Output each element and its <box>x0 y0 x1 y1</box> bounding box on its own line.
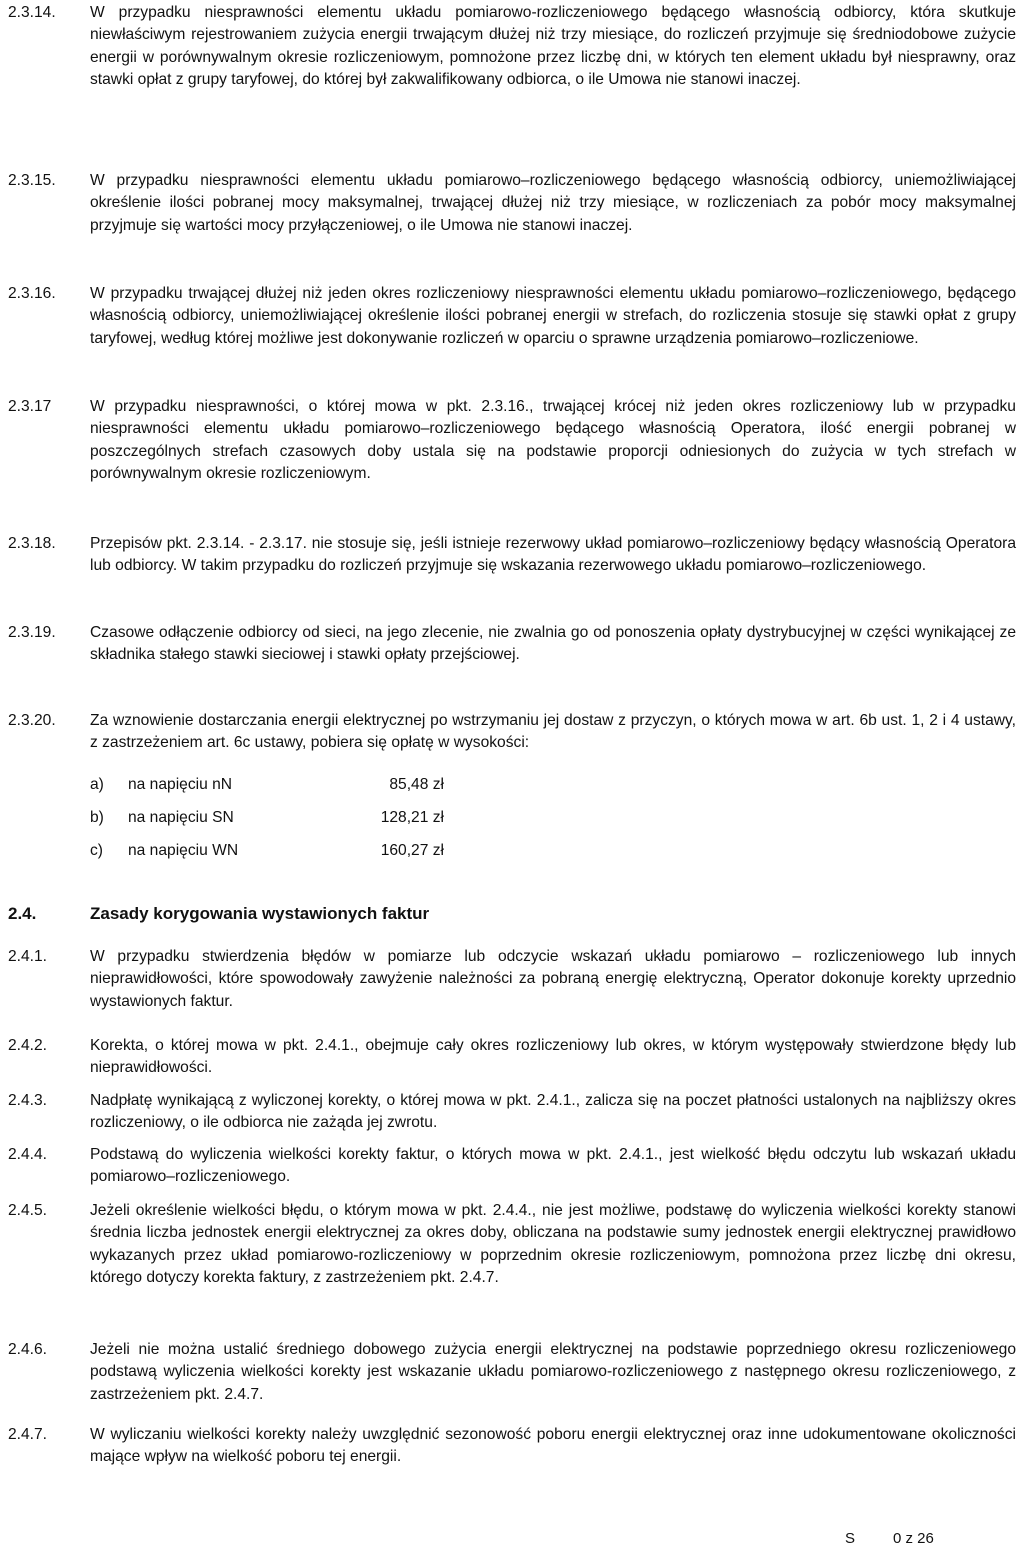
paragraph-2-3-17 <box>8 396 1016 486</box>
paragraph-number: 2.4.6. <box>8 1341 48 1358</box>
paragraph-2-4-4 <box>8 1144 1016 1189</box>
paragraph-2-4-2 <box>8 1035 1016 1080</box>
paragraph-text: Nadpłatę wynikającą z wyliczonej korekty, o której mowa w pkt. 2.4.1., zalicza się na poczet płatności ustalonych na najbliższy okres rozliczeniowy, o ile odbiorca nie zażąda jej zwrotu. <box>90 1092 1016 1132</box>
paragraph-text: W wyliczaniu wielkości korekty należy uwzględnić sezonowość poboru energii elektrycznej oraz inne udokumentowane okoliczności mające wpływ na wielkość poboru tej energii. <box>90 1426 1016 1466</box>
paragraph-text: W przypadku niesprawności elementu układu pomiarowo–rozliczeniowego będącego własnością odbiorcy, uniemożliwiającej określenie ilości pobranej mocy maksymalnej, trwającej dłużej niż trzy miesiące, w rozliczeniach za pobór mocy maksymalnej przyjmuje się wartości mocy przyłączeniowej, o ile Umowa nie stanowi inaczej. <box>90 172 1016 234</box>
fee-value: 85,48 zł <box>389 776 444 793</box>
paragraph-text: Jeżeli nie można ustalić średniego dobowego zużycia energii elektrycznej na podstawie poprzedniego okresu rozliczeniowego podstawą wyliczenia wielkości korekty jest wskazanie układu pomiarowo-rozliczeniowego z następnego okresu rozliczeniowego, z zastrzeżeniem pkt. 2.4.7. <box>90 1341 1016 1403</box>
paragraph-number: 2.3.15. <box>8 172 56 189</box>
paragraph-number: 2.3.18. <box>8 535 56 552</box>
paragraph-number: 2.4.2. <box>8 1037 48 1054</box>
fee-list <box>90 774 590 873</box>
paragraph-text: Za wznowienie dostarczania energii elektrycznej po wstrzymaniu jej dostaw z przyczyn, o których mowa w art. 6b ust. 1, 2 i 4 ustawy, z zastrzeżeniem art. 6c ustawy, pobiera się opłatę w wysokości: <box>90 712 1016 752</box>
fee-description: na napięciu WN <box>128 842 239 859</box>
paragraph-number: 2.3.16. <box>8 285 56 302</box>
paragraph-text: W przypadku niesprawności elementu układu pomiarowo-rozliczeniowego będącego własnością odbiorcy, która skutkuje niewłaściwym rejestrowaniem zużycia energii trwającym dłużej niż trzy miesiące, do rozliczeń przyjmuje się średniodobowe zużycie energii w porównywalnym okresie rozliczeniowym, pomnożone przez liczbę dni, w których ten element układu był niesprawny, oraz stawki opłat z grupy taryfowej, do której był zakwalifikowany odbiorca, o ile Umowa nie stanowi inaczej. <box>90 4 1016 89</box>
section-number: 2.4. <box>8 904 37 923</box>
section-title: Zasady korygowania wystawionych faktur <box>90 904 430 923</box>
footer-left-text: S <box>845 1530 856 1547</box>
paragraph-number: 2.4.3. <box>8 1092 48 1109</box>
paragraph-text: Czasowe odłączenie odbiorcy od sieci, na jego zlecenie, nie zwalnia go od ponoszenia opłaty dystrybucyjnej w części wynikającej ze składnika stałego stawki sieciowej i stawki opłaty przejściowej. <box>90 624 1016 664</box>
paragraph-text: Przepisów pkt. 2.3.14. - 2.3.17. nie stosuje się, jeśli istnieje rezerwowy układ pomiarowo–rozliczeniowy będący własnością Operatora lub odbiorcy. W takim przypadku do rozliczeń przyjmuje się wskazania rezerwowego układu pomiarowo–rozliczeniowego. <box>90 535 1016 575</box>
fee-row <box>90 840 590 873</box>
paragraph-text: Podstawą do wyliczenia wielkości korekty faktur, o których mowa w pkt. 2.4.1., jest wielkość błędu odczytu lub wskazań układu pomiarowo–rozliczeniowego. <box>90 1146 1016 1186</box>
fee-description: na napięciu SN <box>128 809 234 826</box>
paragraph-text: Korekta, o której mowa w pkt. 2.4.1., obejmuje cały okres rozliczeniowy lub okres, w którym występowały stwierdzone błędy lub nieprawidłowości. <box>90 1037 1016 1077</box>
paragraph-text: Jeżeli określenie wielkości błędu, o którym mowa w pkt. 2.4.4., nie jest możliwe, podstawę do wyliczenia wielkości korekty stanowi średnia liczba jednostek energii elektrycznej za okres doby, obliczana na podstawie sumy jednostek energii elektrycznej prawidłowo wykazanych przez układ pomiarowo-rozliczeniowy w poprzednim okresie rozliczeniowym, pomnożona przez liczbę dni okresu, którego dotyczy korekta faktury, z zastrzeżeniem pkt. 2.4.7. <box>90 1202 1016 1287</box>
fee-letter: c) <box>90 842 103 859</box>
paragraph-text: W przypadku trwającej dłużej niż jeden okres rozliczeniowy niesprawności elementu układu pomiarowo–rozliczeniowego, będącego własnością odbiorcy, uniemożliwiającej określenie ilości pobranej energii w strefach, do rozliczenia stosuje się stawki opłat z grupy taryfowej, według której możliwe jest dokonywanie rozliczeń w oparciu o sprawne urządzenia pomiarowo–rozliczeniowe. <box>90 285 1016 347</box>
paragraph-2-3-18 <box>8 533 1016 578</box>
paragraph-2-3-19 <box>8 622 1016 667</box>
fee-description: na napięciu nN <box>128 776 233 793</box>
paragraph-number: 2.4.1. <box>8 948 48 965</box>
section-heading <box>8 903 1016 925</box>
paragraph-number: 2.3.17 <box>8 398 52 415</box>
paragraph-number: 2.3.20. <box>8 712 56 729</box>
paragraph-2-4-3 <box>8 1090 1016 1135</box>
paragraph-text: W przypadku stwierdzenia błędów w pomiarze lub odczycie wskazań układu pomiarowo – rozliczeniowego lub innych nieprawidłowości, które spowodowały zawyżenie należności za pobraną energię elektryczną, Operator dokonuje korekty uprzednio wystawionych faktur. <box>90 948 1016 1010</box>
paragraph-2-4-1 <box>8 946 1016 1013</box>
paragraph-2-3-15 <box>8 170 1016 237</box>
paragraph-text: W przypadku niesprawności, o której mowa w pkt. 2.3.16., trwającej krócej niż jeden okres rozliczeniowy lub w przypadku niesprawności elementu układu pomiarowo–rozliczeniowego będącego własnością Operatora, ilość energii pobranej w poszczególnych strefach czasowych doby ustala się na podstawie proporcji odniesionych do zużycia w tych strefach w porównywalnym okresie rozliczeniowym. <box>90 398 1016 483</box>
paragraph-2-3-14 <box>8 2 1016 92</box>
paragraph-number: 2.4.5. <box>8 1202 48 1219</box>
fee-letter: a) <box>90 776 104 793</box>
paragraph-2-3-16 <box>8 283 1016 350</box>
fee-value: 160,27 zł <box>380 842 444 859</box>
fee-row <box>90 774 590 807</box>
paragraph-2-3-20 <box>8 710 1016 755</box>
page-number: 0 z 26 <box>893 1530 934 1547</box>
paragraph-number: 2.4.7. <box>8 1426 48 1443</box>
paragraph-2-4-5 <box>8 1200 1016 1290</box>
paragraph-number: 2.3.19. <box>8 624 56 641</box>
paragraph-2-4-7 <box>8 1424 1016 1469</box>
fee-letter: b) <box>90 809 104 826</box>
fee-row <box>90 807 590 840</box>
paragraph-number: 2.4.4. <box>8 1146 48 1163</box>
paragraph-2-4-6 <box>8 1339 1016 1406</box>
paragraph-number: 2.3.14. <box>8 4 56 21</box>
fee-value: 128,21 zł <box>380 809 444 826</box>
